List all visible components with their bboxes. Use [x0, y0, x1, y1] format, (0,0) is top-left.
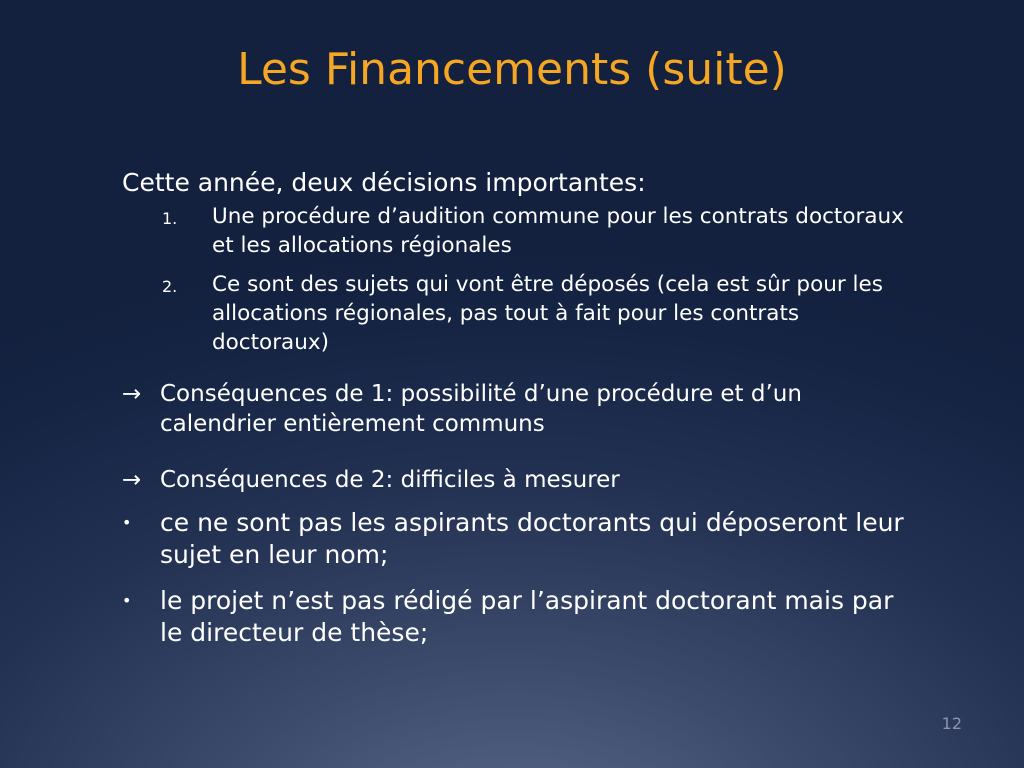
- numbered-item-1: [122, 202, 912, 260]
- consequence-text: Conséquences de 1: possibilité d’une procédure et d’un calendrier entièrement communs: [160, 381, 802, 437]
- bullet-item-1: [122, 507, 912, 571]
- consequence-item-2: [122, 465, 912, 495]
- bullet-item-2: [122, 585, 912, 649]
- bullet-icon: •: [122, 513, 132, 532]
- arrow-icon: →: [122, 381, 142, 407]
- consequence-item-1: [122, 379, 912, 439]
- page-number: 12: [941, 714, 962, 733]
- numbered-item-2: [122, 270, 912, 357]
- bullet-text: ce ne sont pas les aspirants doctorants qui déposeront leur sujet en leur nom;: [160, 508, 904, 569]
- bullet-text: le projet n’est pas rédigé par l’aspirant doctorant mais par le directeur de thèse;: [160, 586, 894, 647]
- consequence-text: Conséquences de 2: difficiles à mesurer: [160, 467, 620, 493]
- item-text: Ce sont des sujets qui vont être déposés (cela est sûr pour les allocations régionales, pas tout à fait pour les contrats doctoraux): [212, 272, 883, 355]
- item-text: Une procédure d’audition commune pour les contrats doctoraux et les allocations régionales: [212, 204, 904, 258]
- slide-body: [122, 166, 912, 649]
- arrow-icon: →: [122, 467, 142, 493]
- slide-title: Les Financements (suite): [237, 44, 787, 95]
- intro-text: Cette année, deux décisions importantes:: [122, 168, 646, 197]
- bullet-icon: •: [122, 591, 132, 610]
- item-number: 2.: [162, 277, 178, 296]
- item-number: 1.: [162, 209, 178, 228]
